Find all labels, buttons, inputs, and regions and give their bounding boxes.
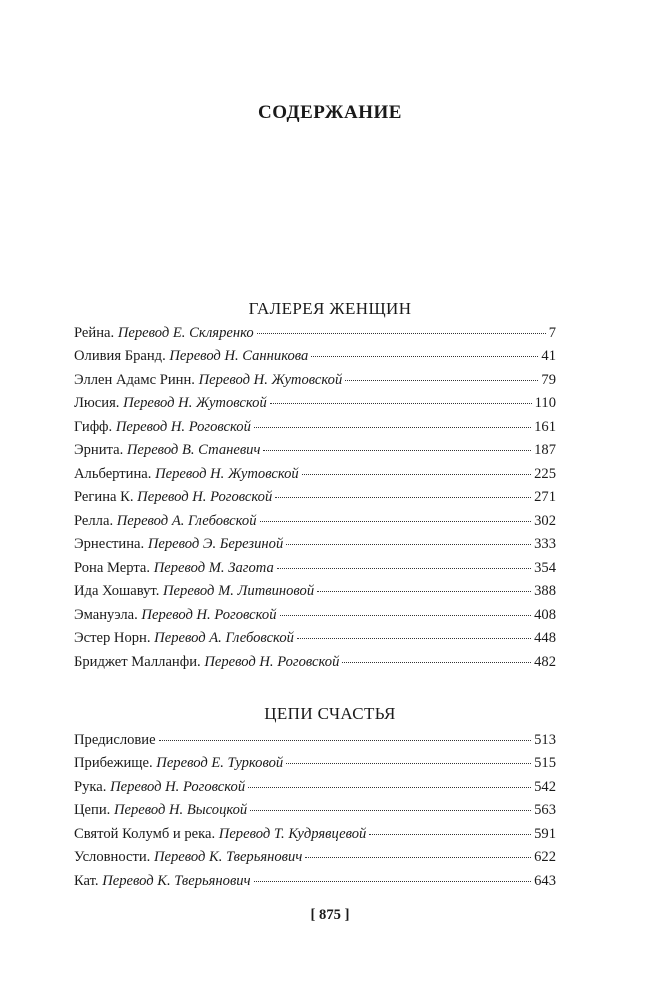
dot-leader — [260, 506, 532, 522]
entry-title-group — [74, 627, 294, 651]
dot-leader — [254, 866, 532, 882]
dot-leader — [275, 483, 531, 499]
dot-leader — [257, 318, 546, 334]
entry-title: Эрнестина. — [74, 536, 145, 553]
dot-leader — [345, 365, 538, 381]
entry-title: Прибежище. — [74, 755, 153, 772]
entry-translator: Перевод Н. Высоцкой — [113, 802, 248, 819]
entry-translator: Перевод Е. Скляренко — [117, 324, 254, 341]
entry-page-number: 271 — [534, 489, 556, 506]
dot-leader — [263, 436, 531, 452]
entry-translator: Перевод А. Глебовской — [116, 512, 257, 529]
entry-title-group — [74, 604, 277, 628]
entry-title: Оливия Бранд. — [74, 348, 166, 365]
dot-leader — [270, 389, 532, 405]
dot-leader — [286, 749, 531, 765]
dot-leader — [280, 600, 532, 616]
dot-leader — [159, 725, 532, 741]
entry-page-number: 513 — [534, 731, 556, 748]
entry-title: Эстер Норн. — [74, 630, 151, 647]
entry-title-group — [74, 651, 339, 675]
section-title-chains: ЦЕПИ СЧАСТЬЯ — [264, 704, 396, 723]
dot-leader — [286, 530, 531, 546]
entry-page-number: 333 — [534, 536, 556, 553]
entry-page-number: 302 — [534, 512, 556, 529]
toc-list-gallery — [74, 321, 556, 674]
entry-page-number: 591 — [534, 825, 556, 842]
entry-title-group — [74, 729, 156, 753]
entry-translator: Перевод Е. Турковой — [156, 755, 284, 772]
entry-translator: Перевод К. Тверьянович — [102, 872, 251, 889]
entry-title-group — [74, 870, 251, 894]
entry-title: Кат. — [74, 872, 99, 889]
entry-title: Люсия. — [74, 395, 120, 412]
entry-title-group — [74, 533, 283, 557]
entry-translator: Перевод К. Тверьянович — [153, 849, 303, 866]
toc-entry — [74, 650, 556, 674]
entry-page-number: 354 — [534, 559, 556, 576]
entry-translator: Перевод Э. Березиной — [147, 536, 284, 553]
entry-title: Бриджет Малланфи. — [74, 653, 201, 670]
entry-title-group — [74, 345, 308, 369]
entry-title: Рона Мерта. — [74, 559, 151, 576]
entry-page-number: 110 — [534, 395, 556, 412]
toc-entry — [74, 869, 556, 893]
section-title-gallery: ГАЛЕРЕЯ ЖЕНЩИН — [248, 299, 412, 318]
dot-leader — [317, 577, 531, 593]
entry-title-group — [74, 557, 274, 581]
entry-page-number: 563 — [534, 802, 556, 819]
page-title: СОДЕРЖАНИЕ — [258, 102, 402, 123]
entry-page-number: 643 — [534, 872, 556, 889]
dot-leader — [342, 647, 531, 663]
entry-page-number: 448 — [534, 630, 556, 647]
entry-translator: Перевод Т. Кудрявцевой — [218, 825, 367, 842]
entry-translator: Перевод М. Загота — [153, 559, 274, 576]
entry-page-number: 408 — [534, 606, 556, 623]
dot-leader — [250, 796, 531, 812]
entry-translator: Перевод Н. Жутовской — [155, 465, 299, 482]
page-number: [ 875 ] — [310, 907, 350, 923]
entry-title: Эмануэла. — [74, 606, 138, 623]
entry-title-group — [74, 322, 254, 346]
dot-leader — [311, 342, 538, 358]
entry-title-group — [74, 486, 272, 510]
entry-page-number: 225 — [534, 465, 556, 482]
entry-title-group — [74, 510, 257, 534]
entry-page-number: 388 — [534, 583, 556, 600]
entry-translator: Перевод М. Литвиновой — [163, 583, 315, 600]
dot-leader — [302, 459, 531, 475]
entry-title-group — [74, 799, 247, 823]
entry-translator: Перевод В. Станевич — [126, 442, 261, 459]
entry-page-number: 622 — [534, 849, 556, 866]
dot-leader — [248, 772, 531, 788]
entry-translator: Перевод Н. Санникова — [169, 348, 309, 365]
entry-title: Ида Хошавут. — [74, 583, 160, 600]
entry-title-group — [74, 776, 245, 800]
entry-title: Цепи. — [74, 802, 111, 819]
entry-page-number: 41 — [541, 348, 556, 365]
entry-page-number: 515 — [534, 755, 556, 772]
entry-translator: Перевод Н. Жутовской — [198, 371, 343, 388]
entry-page-number: 187 — [534, 442, 556, 459]
entry-translator: Перевод Н. Роговской — [141, 606, 277, 623]
entry-title: Условности. — [74, 849, 151, 866]
entry-translator: Перевод Н. Роговской — [204, 653, 340, 670]
dot-leader — [305, 843, 531, 859]
entry-page-number: 7 — [548, 324, 556, 341]
entry-title-group — [74, 463, 299, 487]
entry-title: Святой Колумб и река. — [74, 825, 216, 842]
entry-title: Альбертина. — [74, 465, 152, 482]
entry-title: Эрнита. — [74, 442, 124, 459]
entry-title-group — [74, 392, 267, 416]
entry-title: Предисловие — [74, 731, 156, 748]
dot-leader — [277, 553, 531, 569]
entry-title-group — [74, 439, 260, 463]
entry-title: Гифф. — [74, 418, 113, 435]
entry-page-number: 161 — [534, 418, 556, 435]
entry-title-group — [74, 416, 251, 440]
entry-page-number: 79 — [541, 371, 556, 388]
entry-title-group — [74, 580, 314, 604]
entry-title: Рейна. — [74, 324, 115, 341]
entry-title: Рука. — [74, 778, 107, 795]
entry-translator: Перевод Н. Роговской — [115, 418, 251, 435]
toc-list-chains — [74, 728, 556, 893]
entry-translator: Перевод Н. Роговской — [137, 489, 273, 506]
entry-translator: Перевод А. Глебовской — [154, 630, 294, 647]
entry-translator: Перевод Н. Роговской — [110, 778, 246, 795]
entry-title: Релла. — [74, 512, 114, 529]
entry-page-number: 482 — [534, 653, 556, 670]
entry-page-number: 542 — [534, 778, 556, 795]
entry-title: Эллен Адамс Ринн. — [74, 371, 195, 388]
entry-title: Регина К. — [74, 489, 134, 506]
dot-leader — [254, 412, 531, 428]
entry-translator: Перевод Н. Жутовской — [123, 395, 267, 412]
dot-leader — [369, 819, 531, 835]
dot-leader — [297, 624, 531, 640]
